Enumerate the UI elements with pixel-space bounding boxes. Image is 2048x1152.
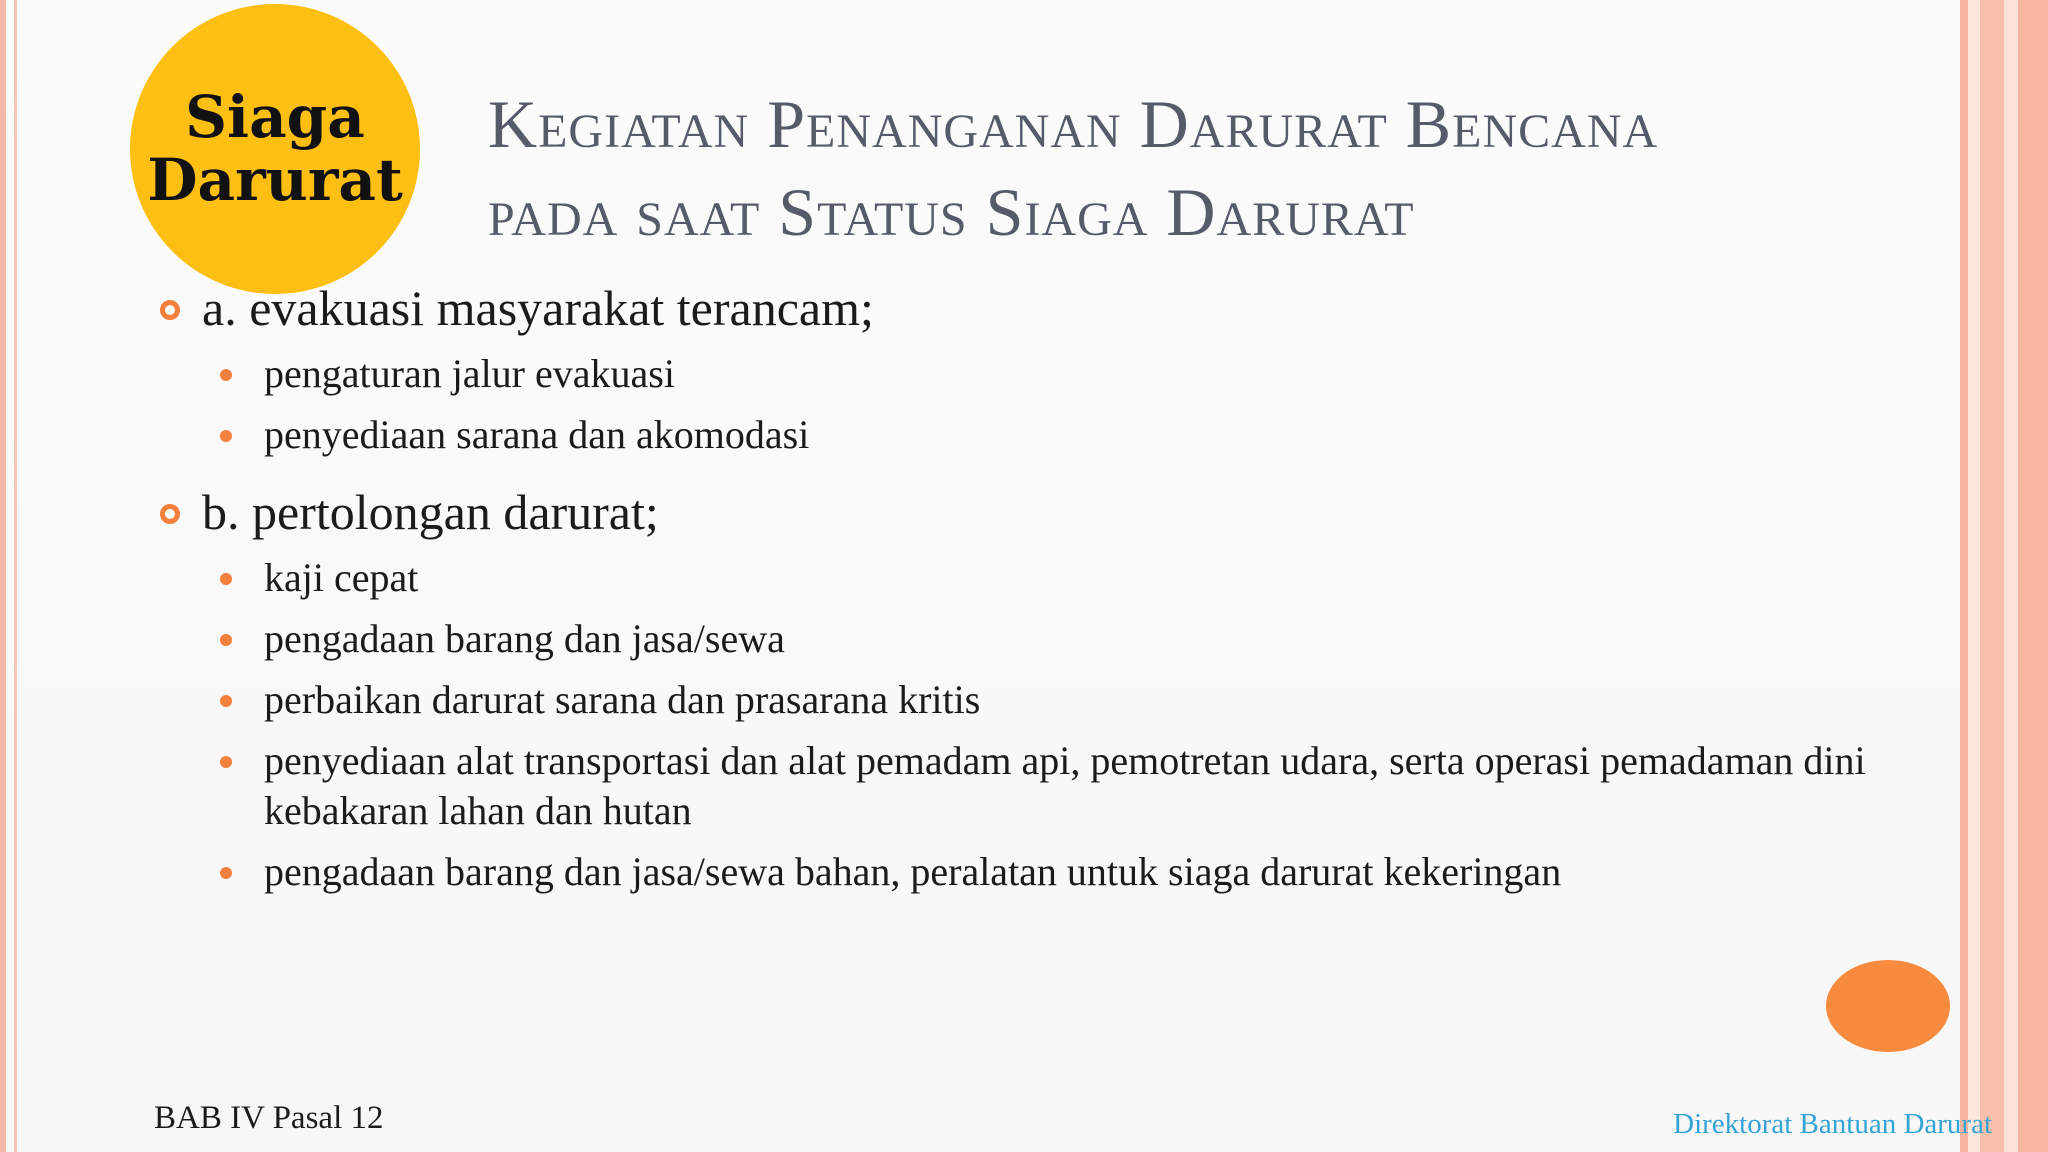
list-item [156,736,1916,836]
list-item [156,349,1916,399]
dot-bullet-icon [220,430,232,442]
bullet-content [156,272,1916,897]
list-item [156,614,1916,664]
badge-label: Siaga Darurat [147,83,403,214]
list-item-text: pengadaan barang dan jasa/sewa bahan, peralatan untuk siaga darurat kekeringan [264,849,1562,894]
section-a-label: a. evakuasi masyarakat terancam; [202,280,874,336]
dot-bullet-icon [220,695,232,707]
hollow-circle-bullet-icon [160,504,180,524]
list-item-text: perbaikan darurat sarana dan prasarana kritis [264,677,981,722]
list-item [156,410,1916,460]
footer-organization: Direktorat Bantuan Darurat [1673,1108,1992,1140]
dot-bullet-icon [220,634,232,646]
footer-reference: BAB IV Pasal 12 [154,1100,384,1136]
right-border-stripe [2018,0,2048,1152]
list-item-text: kaji cepat [264,555,419,600]
dot-bullet-icon [220,369,232,381]
list-item-text: penyediaan sarana dan akomodasi [264,412,810,457]
section-a [156,278,1916,338]
decorative-orange-circle [1826,960,1950,1052]
section-b-label: b. pertolongan darurat; [202,484,659,540]
list-item [156,675,1916,725]
dot-bullet-icon [220,573,232,585]
list-item-text: penyediaan alat transportasi dan alat pemadam api, pemotretan udara, serta operasi pemadaman dini kebakaran lahan dan hutan [264,738,1866,833]
siaga-darurat-badge [130,4,420,294]
dot-bullet-icon [220,756,232,768]
list-item [156,553,1916,603]
list-item [156,847,1916,897]
right-border-stripe [1960,0,1968,1152]
left-border-stripe [0,0,6,1152]
right-border-stripe [1968,0,1980,1152]
right-border-stripe [1980,0,2004,1152]
right-border-stripe [2004,0,2018,1152]
list-item-text: pengaturan jalur evakuasi [264,351,675,396]
hollow-circle-bullet-icon [160,300,180,320]
list-item-text: pengadaan barang dan jasa/sewa [264,616,785,661]
slide-title: Kegiatan Penanganan Darurat Bencana pada saat Status Siaga Darurat [488,86,1659,250]
dot-bullet-icon [220,867,232,879]
left-border-stripe-inner [14,0,17,1152]
section-b [156,482,1916,542]
